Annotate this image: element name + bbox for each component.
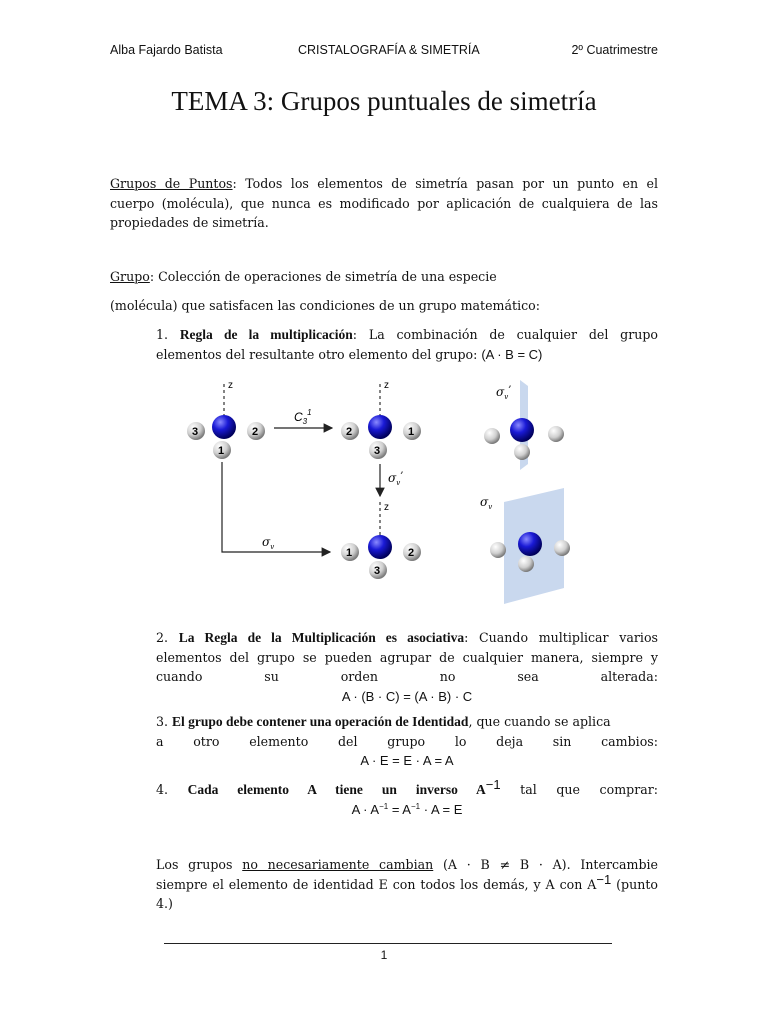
definition-point-groups: Grupos de Puntos: Todos los elementos de simetría pasan por un punto en el cuerpo (molécula), que nunca es modificado por aplicación de cualquiera de las propiedades de simetría. — [110, 176, 658, 230]
plane-label-sigma-v-prime: $\sigma_v^’$ — [496, 385, 512, 401]
rule-3-formula: A · E = E · A = A — [360, 753, 454, 768]
rule-3: 3. El grupo debe contener una operación de Identidad, que cuando se aplica a otro elemento del grupo lo deja sin cambios: A · E = E · A = A — [156, 712, 658, 771]
rule-2-title: La Regla de la Multiplicación es asociativa — [178, 630, 465, 645]
commutativity-note: Los grupos no necesariamente cambian (A · B ≠ B · A). Intercambie siempre el elemento de identidad E con todos los demás, y A con $A^{-1}$ (punto 4.) — [156, 857, 659, 911]
c3-label: $C_3^1$ — [294, 408, 312, 426]
molecule-3 — [341, 502, 421, 579]
sigma-v-prime-plane-view — [484, 380, 564, 470]
atom-label: 2 — [252, 426, 259, 438]
nh3-symmetry-diagram — [170, 372, 590, 604]
hydrogen-atom — [514, 444, 530, 460]
hydrogen-atom — [554, 540, 570, 556]
header-term: 2º Cuatrimestre — [571, 43, 658, 57]
sigma-v-arrow — [222, 462, 330, 552]
rule-2: 2. La Regla de la Multiplicación es asociativa: Cuando multiplicar varios elementos del grupo se pueden agrupar de cualquier manera, siempre y cuando su orden no sea alterada: A · (B · C) = (A · B) · C — [156, 628, 658, 706]
rule-1: 1. Regla de la multiplicación: La combinación de cualquier del grupo elementos del resultante otro elemento del grupo: (A · B = C) — [156, 327, 658, 362]
rule-4-title: Cada elemento A tiene un inverso A — [187, 782, 486, 797]
atom-label: 1 — [408, 426, 415, 438]
hydrogen-atom — [518, 556, 534, 572]
nitrogen-atom — [518, 532, 542, 556]
hydrogen-atom — [548, 426, 564, 442]
molecule-1 — [187, 380, 265, 459]
rule-2-line3: cuando su orden no sea alterada: — [156, 669, 658, 684]
term-not-commutative: no necesariamente cambian — [242, 857, 434, 872]
page-title: TEMA 3: Grupos puntuales de simetría — [171, 86, 597, 116]
atom-label: 3 — [192, 426, 199, 438]
rule-4: 4. Cada elemento A tiene un inverso $A^{-1}$ tal que comprar: $A \cdot A^{-1} = A^{-1} \cdot A = E$ — [156, 780, 658, 819]
plane-label-sigma-v: $\sigma_v$ — [480, 495, 493, 511]
definition-group: Grupo: Colección de operaciones de simetría de una especie (molécula) que satisfacen las condiciones de un grupo matemático: — [110, 269, 540, 313]
atom-label: 1 — [346, 547, 353, 559]
rule-2-formula: A · (B · C) = (A · B) · C — [341, 688, 473, 704]
hydrogen-atom — [490, 542, 506, 558]
z-label-1: z — [228, 380, 233, 391]
atom-label: 3 — [374, 445, 381, 457]
nitrogen-atom — [368, 535, 392, 559]
atom-label: 2 — [408, 547, 415, 559]
nitrogen-atom — [510, 418, 534, 442]
rule-1-title: Regla de la multiplicación — [179, 327, 353, 342]
term-point-groups: Grupos de Puntos — [110, 176, 233, 191]
sigma-v-plane-view — [480, 488, 570, 604]
rule-1-formula: (A · B = C) — [481, 346, 543, 362]
term-group: Grupo — [110, 269, 150, 284]
nitrogen-atom — [212, 415, 236, 439]
rule-3-title: El grupo debe contener una operación de Identidad — [172, 714, 469, 729]
molecule-2 — [341, 380, 421, 459]
nitrogen-atom — [368, 415, 392, 439]
sigma-v-prime-label: $\sigma_v^’$ — [388, 471, 404, 487]
z-label-3: z — [384, 502, 389, 513]
atom-label: 1 — [218, 445, 225, 457]
header-author: Alba Fajardo Batista — [110, 43, 223, 57]
atom-label: 3 — [374, 565, 381, 577]
footer-divider — [164, 943, 612, 944]
z-label-2: z — [384, 380, 389, 391]
sigma-v-label: $\sigma_v$ — [262, 535, 275, 551]
hydrogen-atom — [484, 428, 500, 444]
atom-label: 2 — [346, 426, 353, 438]
header-course: CRISTALOGRAFÍA & SIMETRÍA — [298, 43, 480, 57]
page-number: 1 — [380, 948, 388, 962]
rule-4-formula: $A \cdot A^{-1} = A^{-1} \cdot A = E$ — [351, 801, 463, 817]
